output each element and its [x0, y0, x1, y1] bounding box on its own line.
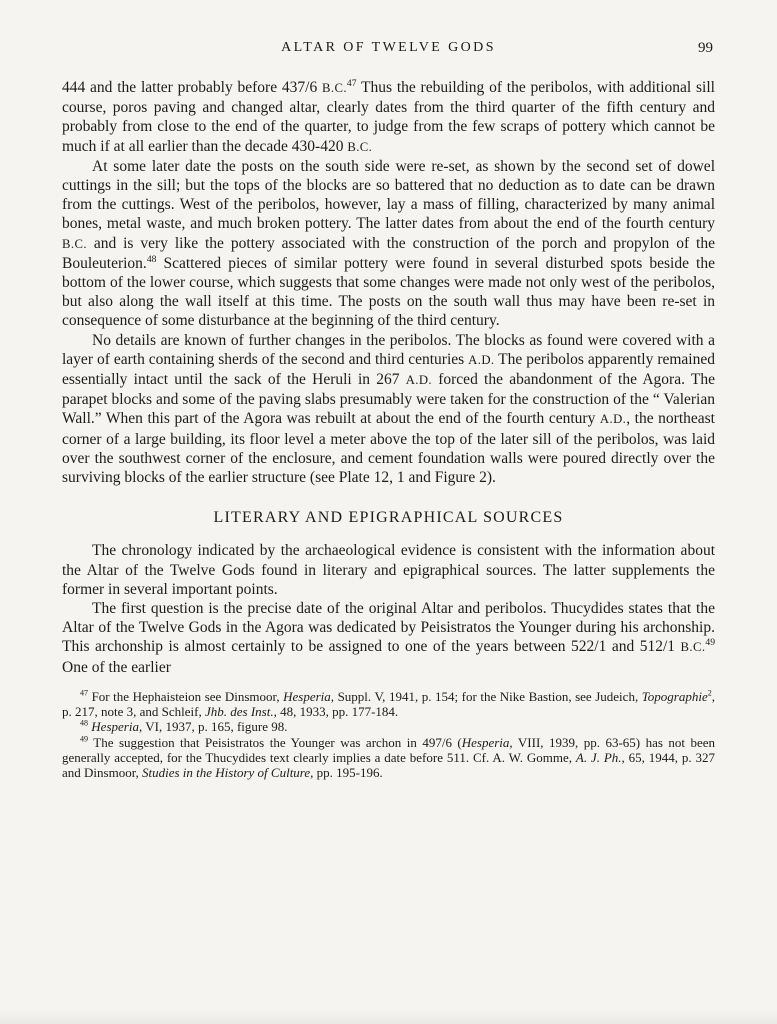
text-run: , p. 217, note 3, and Schleif, — [62, 688, 715, 720]
footnote — [62, 719, 715, 734]
text-run: The suggestion that Peisistratos the Younger was archon in 497/6 ( — [88, 734, 462, 750]
footnote-marker: 48 — [146, 253, 157, 265]
article-body — [62, 78, 715, 677]
page-number: 99 — [698, 40, 713, 56]
body-paragraph — [62, 78, 715, 157]
footnote-marker: 47 — [80, 688, 89, 698]
running-title: ALTAR OF TWELVE GODS — [281, 40, 496, 55]
italic-citation: Topographie — [641, 688, 708, 704]
italic-citation: Studies in the History of Culture, — [142, 764, 314, 780]
text-run: The first question is the precise date of the original Altar and peribolos. Thucydides states that the Altar of the Twelve Gods in the Agora was dedicated by Peisistratos the Younger during his archonship. This archonship is almost certainly to be assigned to one of the years between 522/1 and 512/1 B.C. — [62, 600, 715, 656]
footnote-marker: 2 — [707, 688, 712, 698]
small-caps-era: A.D. — [468, 352, 495, 367]
text-run: One of the earlier — [62, 658, 171, 676]
text-run: Scattered pieces of similar pottery were found in several disturbed spots beside the bottom of the lower course, which suggests that some changes were made not only west of the peribolos, but also along the wall itself at this time. The posts on the south wall thus may have been re-set in consequence of some disturbance at the beginning of the third century. — [62, 254, 715, 330]
small-caps-era: B.C. — [347, 139, 373, 154]
footnote-list — [62, 689, 715, 780]
italic-citation: Hesperia, — [461, 734, 513, 750]
body-paragraph — [62, 599, 715, 677]
small-caps-era: B.C. — [62, 236, 87, 251]
italic-citation: A. J. Ph., — [575, 749, 625, 765]
paragraph-group-top — [62, 78, 715, 487]
italic-citation: Hesperia, — [91, 719, 143, 735]
italic-citation: Hesperia, — [283, 688, 335, 704]
footnote-marker: 49 — [705, 637, 715, 649]
small-caps-era: B.C. — [322, 81, 347, 95]
text-run: The chronology indicated by the archaeological evidence is consistent with the information about the Altar of the Twelve Gods found in literary and epigraphical sources. The latter supplements the former in several important points. — [62, 542, 715, 598]
small-caps-era: A.D. — [405, 373, 433, 388]
italic-citation: Jhb. des Inst., — [204, 704, 277, 720]
text-run: Suppl. V, 1941, p. 154; for the Nike Bastion, see Judeich, — [334, 688, 642, 704]
text-run: 65, 1944, p. 327 and Dinsmoor, — [62, 749, 716, 780]
footnote-marker: 48 — [80, 718, 89, 728]
paragraph-group-bottom — [62, 541, 715, 676]
body-paragraph — [62, 157, 715, 331]
footnote — [62, 735, 715, 781]
section-heading: LITERARY AND EPIGRAPHICAL SOURCES — [213, 509, 564, 527]
footnote — [62, 689, 715, 719]
text-run: For the Hephaisteion see Dinsmoor, — [88, 688, 284, 704]
text-run: pp. 195-196. — [313, 764, 383, 780]
footnotes-section — [62, 689, 715, 780]
text-run: Thus the rebuilding of the peribolos, with additional sill course, poros paving and changed altar, clearly dates from the third quarter of the fifth century and probably from close to the end of the quarter, to judge from the few scraps of pottery which cannot be much if at all earlier than the decade 430-420 B.C. — [62, 79, 715, 155]
text-run: No details are known of further changes in the peribolos. The blocks as found were covered with a layer of earth containing sherds of the second and third centuries A.D. The peribolos apparently remained essentially intact until the sack of the Heruli in 267 A.D. forced the abandonment of the Agora. The parapet blocks and some of the paving slabs presumably were taken for the construction of the “ Valerian Wall.” When this part of the Agora was rebuilt at about the end of the fourth century A.D., the northeast corner of a large building, its floor level a meter above the top of the later sill of the peribolos, was laid over the southwest corner of the enclosure, and cement foundation walls were poured directly over the surviving blocks of the earlier structure (see Plate 12, 1 and Figure 2). — [62, 331, 715, 487]
text-run: VIII, 1939, pp. 63-65) has not been generally accepted, for the Thucydides text clearly implies a date before 511. Cf. A. W. Gomme, — [62, 734, 716, 765]
body-paragraph — [62, 331, 715, 488]
footnote-marker: 47 — [346, 77, 357, 89]
page-header — [62, 40, 715, 60]
text-run: At some later date the posts on the south side were re-set, as shown by the second set of dowel cuttings in the sill; but the tops of the blocks are so battered that no deduction as to date can be drawn from the cuttings. West of the peribolos, however, lay a mass of filling, characterized by many animal bones, metal waste, and much broken pottery. The latter dates from about the end of the fourth century B.C. and is very like the pottery associated with the construction of the porch and propylon of the Bouleuterion. — [62, 157, 715, 272]
text-run: 48, 1933, pp. 177-184. — [276, 704, 399, 720]
text-run: 444 and the latter probably before 437/6 B.C. — [62, 79, 347, 96]
body-paragraph — [62, 541, 715, 599]
small-caps-era: A.D. — [599, 412, 627, 427]
small-caps-era: B.C. — [680, 640, 706, 655]
footnote-marker: 49 — [80, 734, 89, 744]
text-run: VI, 1937, p. 165, figure 98. — [142, 719, 288, 735]
